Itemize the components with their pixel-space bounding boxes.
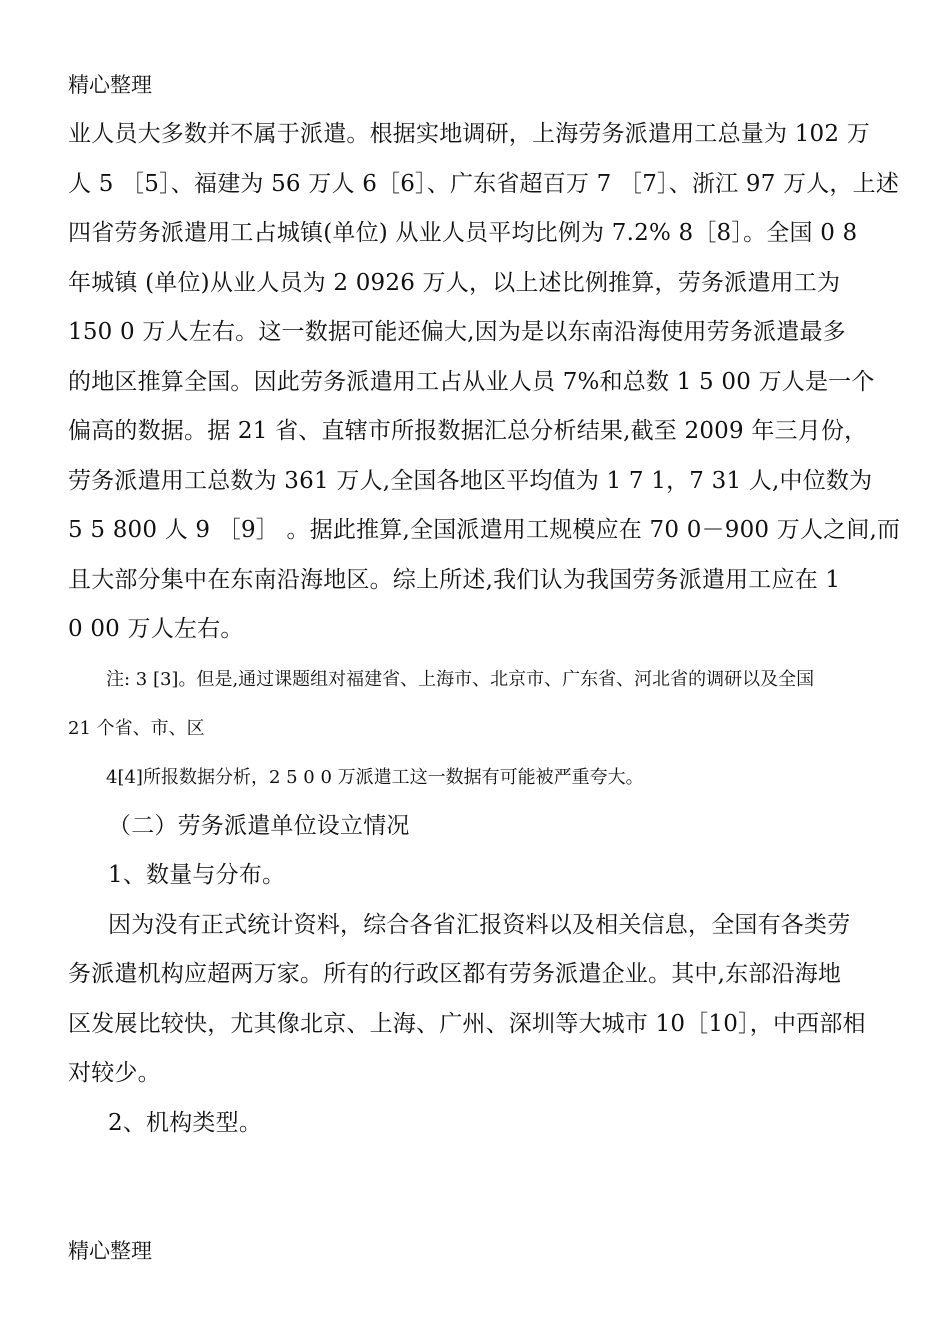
paragraph-dispatch-agencies <box>68 901 888 1099</box>
text-line: 且大部分集中在东南沿海地区。综上所述,我们认为我国劳务派遣用工应在 1 <box>68 566 841 593</box>
text-line: 务派遣机构应超两万家。所有的行政区都有劳务派遣企业。其中,东部沿海地 <box>68 961 842 987</box>
footnote <box>68 655 888 802</box>
text-line: 四省劳务派遣用工占城镇(单位) 从业人员平均比例为 7.2% 8［8］。全国 0 8 <box>68 220 858 246</box>
text-line: 人 5 ［5］、福建为 56 万人 6［6］、广东省超百万 7 ［7］、浙江 97 万人，上述 <box>68 170 900 197</box>
page-footer: 精心整理 <box>68 1239 152 1263</box>
text-line: 年城镇 (单位)从业人员为 2 0926 万人，以上述比例推算，劳务派遣用工为 <box>68 269 841 296</box>
text-line: 对较少。 <box>68 1060 161 1086</box>
text-line: 0 00 万人左右。 <box>68 616 244 642</box>
page-header: 精心整理 <box>68 73 152 97</box>
text-line: 的地区推算全国。因此劳务派遣用工占从业人员 7%和总数 1 5 00 万人是一个 <box>68 368 875 395</box>
subsection-heading-quantity: 1、数量与分布。 <box>108 862 286 888</box>
text-line: 5 5 800 人 9 ［9］ 。据此推算,全国派遣用工规模应在 70 0－900 万人之间,而 <box>68 517 901 543</box>
text-line: 业人员大多数并不属于派遣。根据实地调研，上海劳务派遣用工总量为 102 万 <box>68 121 870 147</box>
section-heading: （二）劳务派遣单位设立情况 <box>108 812 410 839</box>
footnote-line: 注: 3 [3]。但是,通过课题组对福建省、上海市、北京市、广东省、河北省的调研以及全国 <box>106 668 815 690</box>
text-line: 劳务派遣用工总数为 361 万人,全国各地区平均值为 1 7 1，7 31 人,中位数为 <box>68 467 873 494</box>
text-line: 偏高的数据。据 21 省、直辖市所报数据汇总分析结果,截至 2009 年三月份， <box>68 418 868 444</box>
subsection-heading-agency-types: 2、机构类型。 <box>108 1109 263 1136</box>
paragraph-labor-dispatch-scale <box>68 110 901 655</box>
footnote-line: 4[4]所报数据分析，2 5 0 0 万派遣工这一数据有可能被严重夸大。 <box>106 766 644 788</box>
document-body <box>68 110 901 1148</box>
footnote-line: 21 个省、市、区 <box>68 717 205 739</box>
text-line: 因为没有正式统计资料，综合各省汇报资料以及相关信息，全国有各类劳 <box>108 911 851 938</box>
text-line: 150 0 万人左右。这一数据可能还偏大,因为是以东南沿海使用劳务派遣最多 <box>68 319 846 345</box>
text-line: 区发展比较快，尤其像北京、上海、广州、深圳等大城市 10［10］，中西部相 <box>68 1010 866 1037</box>
